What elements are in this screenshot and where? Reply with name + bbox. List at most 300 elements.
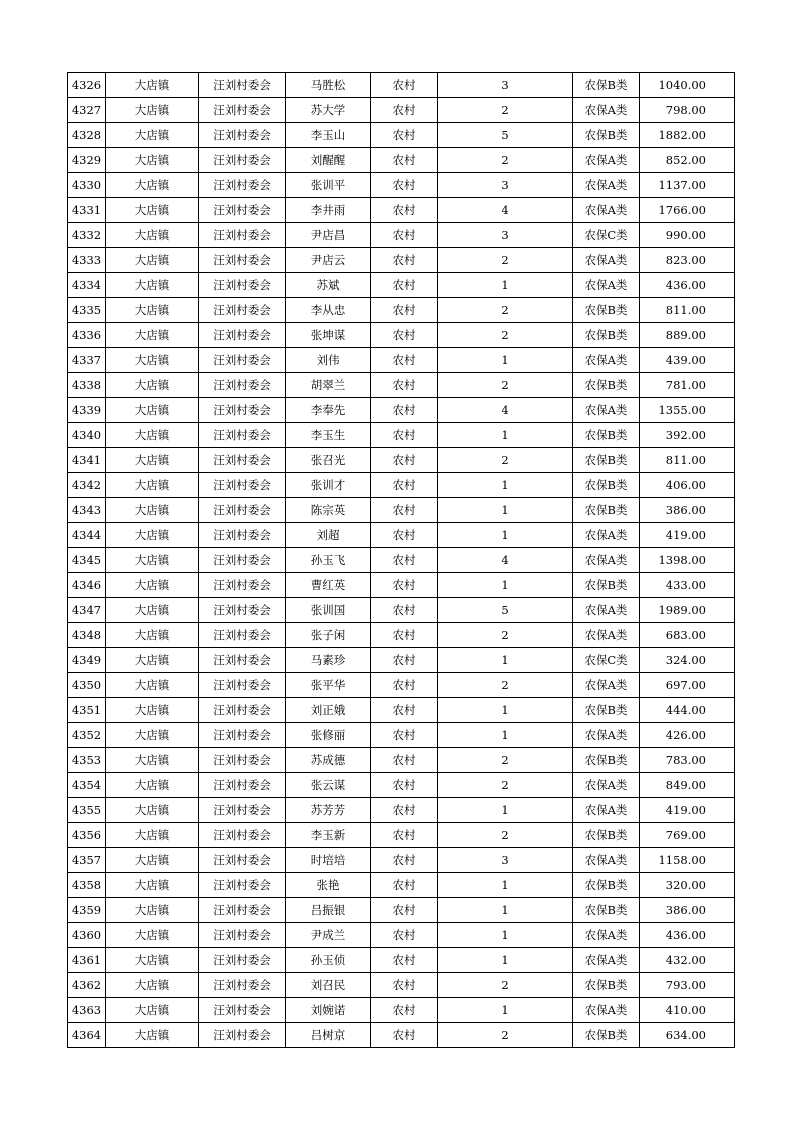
town-cell: 大店镇 (106, 673, 199, 698)
amount-cell: 386.00 (640, 898, 735, 923)
household-count-cell: 1 (438, 798, 573, 823)
name-cell: 张召光 (286, 448, 371, 473)
row-number: 4335 (68, 298, 106, 323)
row-number: 4337 (68, 348, 106, 373)
amount-cell: 683.00 (640, 623, 735, 648)
table-row (68, 373, 735, 398)
name-cell: 曹红英 (286, 573, 371, 598)
row-number: 4354 (68, 773, 106, 798)
village-committee-cell: 汪刘村委会 (199, 373, 286, 398)
row-number: 4340 (68, 423, 106, 448)
table-row (68, 973, 735, 998)
village-committee-cell: 汪刘村委会 (199, 1023, 286, 1048)
village-committee-cell: 汪刘村委会 (199, 823, 286, 848)
name-cell: 吕树京 (286, 1023, 371, 1048)
name-cell: 张训才 (286, 473, 371, 498)
row-number: 4353 (68, 748, 106, 773)
area-type-cell: 农村 (371, 598, 438, 623)
village-committee-cell: 汪刘村委会 (199, 848, 286, 873)
village-committee-cell: 汪刘村委会 (199, 223, 286, 248)
household-count-cell: 1 (438, 423, 573, 448)
town-cell: 大店镇 (106, 748, 199, 773)
area-type-cell: 农村 (371, 698, 438, 723)
insurance-class-cell: 农保A类 (573, 148, 640, 173)
row-number: 4360 (68, 923, 106, 948)
row-number: 4327 (68, 98, 106, 123)
town-cell: 大店镇 (106, 448, 199, 473)
insurance-class-cell: 农保A类 (573, 848, 640, 873)
area-type-cell: 农村 (371, 648, 438, 673)
name-cell: 张训平 (286, 173, 371, 198)
area-type-cell: 农村 (371, 498, 438, 523)
town-cell: 大店镇 (106, 873, 199, 898)
area-type-cell: 农村 (371, 398, 438, 423)
village-committee-cell: 汪刘村委会 (199, 98, 286, 123)
amount-cell: 1882.00 (640, 123, 735, 148)
row-number: 4339 (68, 398, 106, 423)
area-type-cell: 农村 (371, 473, 438, 498)
name-cell: 时培培 (286, 848, 371, 873)
row-number: 4329 (68, 148, 106, 173)
table-row (68, 598, 735, 623)
name-cell: 李玉新 (286, 823, 371, 848)
village-committee-cell: 汪刘村委会 (199, 873, 286, 898)
household-count-cell: 1 (438, 273, 573, 298)
town-cell: 大店镇 (106, 798, 199, 823)
row-number: 4336 (68, 323, 106, 348)
household-count-cell: 1 (438, 873, 573, 898)
town-cell: 大店镇 (106, 198, 199, 223)
amount-cell: 419.00 (640, 798, 735, 823)
area-type-cell: 农村 (371, 573, 438, 598)
table-row (68, 473, 735, 498)
row-number: 4345 (68, 548, 106, 573)
town-cell: 大店镇 (106, 973, 199, 998)
village-committee-cell: 汪刘村委会 (199, 473, 286, 498)
insurance-class-cell: 农保B类 (573, 73, 640, 98)
town-cell: 大店镇 (106, 623, 199, 648)
name-cell: 胡翠兰 (286, 373, 371, 398)
insurance-class-cell: 农保B类 (573, 823, 640, 848)
area-type-cell: 农村 (371, 173, 438, 198)
village-committee-cell: 汪刘村委会 (199, 623, 286, 648)
area-type-cell: 农村 (371, 373, 438, 398)
household-count-cell: 1 (438, 648, 573, 673)
area-type-cell: 农村 (371, 348, 438, 373)
household-count-cell: 1 (438, 348, 573, 373)
area-type-cell: 农村 (371, 273, 438, 298)
name-cell: 张修丽 (286, 723, 371, 748)
row-number: 4346 (68, 573, 106, 598)
village-committee-cell: 汪刘村委会 (199, 573, 286, 598)
household-count-cell: 5 (438, 598, 573, 623)
town-cell: 大店镇 (106, 223, 199, 248)
name-cell: 马素珍 (286, 648, 371, 673)
town-cell: 大店镇 (106, 373, 199, 398)
amount-cell: 697.00 (640, 673, 735, 698)
row-number: 4362 (68, 973, 106, 998)
name-cell: 尹店昌 (286, 223, 371, 248)
amount-cell: 439.00 (640, 348, 735, 373)
insurance-class-cell: 农保A类 (573, 198, 640, 223)
area-type-cell: 农村 (371, 923, 438, 948)
table-row (68, 448, 735, 473)
amount-cell: 406.00 (640, 473, 735, 498)
table-row (68, 823, 735, 848)
area-type-cell: 农村 (371, 98, 438, 123)
row-number: 4328 (68, 123, 106, 148)
town-cell: 大店镇 (106, 98, 199, 123)
amount-cell: 811.00 (640, 448, 735, 473)
household-count-cell: 2 (438, 298, 573, 323)
area-type-cell: 农村 (371, 423, 438, 448)
table-row (68, 748, 735, 773)
name-cell: 张艳 (286, 873, 371, 898)
insurance-class-cell: 农保A类 (573, 598, 640, 623)
row-number: 4350 (68, 673, 106, 698)
household-count-cell: 2 (438, 448, 573, 473)
village-committee-cell: 汪刘村委会 (199, 948, 286, 973)
insurance-class-cell: 农保A类 (573, 998, 640, 1023)
amount-cell: 823.00 (640, 248, 735, 273)
insurance-class-cell: 农保B类 (573, 123, 640, 148)
row-number: 4351 (68, 698, 106, 723)
row-number: 4341 (68, 448, 106, 473)
area-type-cell: 农村 (371, 823, 438, 848)
village-committee-cell: 汪刘村委会 (199, 173, 286, 198)
insurance-class-cell: 农保A类 (573, 398, 640, 423)
table-row (68, 548, 735, 573)
table-row (68, 98, 735, 123)
village-committee-cell: 汪刘村委会 (199, 748, 286, 773)
amount-cell: 1137.00 (640, 173, 735, 198)
row-number: 4333 (68, 248, 106, 273)
village-committee-cell: 汪刘村委会 (199, 898, 286, 923)
village-committee-cell: 汪刘村委会 (199, 73, 286, 98)
insurance-class-cell: 农保A类 (573, 348, 640, 373)
household-count-cell: 2 (438, 1023, 573, 1048)
name-cell: 刘召民 (286, 973, 371, 998)
table-row (68, 423, 735, 448)
table-row (68, 673, 735, 698)
insurance-class-cell: 农保B类 (573, 323, 640, 348)
household-count-cell: 2 (438, 248, 573, 273)
name-cell: 李奉先 (286, 398, 371, 423)
row-number: 4344 (68, 523, 106, 548)
area-type-cell: 农村 (371, 723, 438, 748)
amount-cell: 990.00 (640, 223, 735, 248)
household-count-cell: 2 (438, 773, 573, 798)
amount-cell: 444.00 (640, 698, 735, 723)
table-row (68, 173, 735, 198)
row-number: 4343 (68, 498, 106, 523)
town-cell: 大店镇 (106, 398, 199, 423)
insurance-class-cell: 农保A类 (573, 723, 640, 748)
household-count-cell: 4 (438, 548, 573, 573)
amount-cell: 852.00 (640, 148, 735, 173)
town-cell: 大店镇 (106, 1023, 199, 1048)
village-committee-cell: 汪刘村委会 (199, 673, 286, 698)
area-type-cell: 农村 (371, 1023, 438, 1048)
insurance-class-cell: 农保A类 (573, 623, 640, 648)
table-body (68, 73, 735, 1048)
table-row (68, 773, 735, 798)
amount-cell: 634.00 (640, 1023, 735, 1048)
name-cell: 马胜松 (286, 73, 371, 98)
amount-cell: 1040.00 (640, 73, 735, 98)
table-row (68, 998, 735, 1023)
table-row (68, 73, 735, 98)
row-number: 4334 (68, 273, 106, 298)
amount-cell: 849.00 (640, 773, 735, 798)
village-committee-cell: 汪刘村委会 (199, 148, 286, 173)
name-cell: 苏斌 (286, 273, 371, 298)
household-count-cell: 5 (438, 123, 573, 148)
amount-cell: 1989.00 (640, 598, 735, 623)
insurance-class-cell: 农保B类 (573, 898, 640, 923)
name-cell: 苏大学 (286, 98, 371, 123)
table-row (68, 648, 735, 673)
town-cell: 大店镇 (106, 73, 199, 98)
table-row (68, 398, 735, 423)
area-type-cell: 农村 (371, 948, 438, 973)
row-number: 4330 (68, 173, 106, 198)
insurance-class-cell: 农保A类 (573, 773, 640, 798)
name-cell: 孙玉侦 (286, 948, 371, 973)
table-row (68, 573, 735, 598)
insurance-class-cell: 农保A类 (573, 798, 640, 823)
row-number: 4331 (68, 198, 106, 223)
town-cell: 大店镇 (106, 998, 199, 1023)
town-cell: 大店镇 (106, 248, 199, 273)
household-count-cell: 4 (438, 198, 573, 223)
town-cell: 大店镇 (106, 498, 199, 523)
amount-cell: 320.00 (640, 873, 735, 898)
area-type-cell: 农村 (371, 673, 438, 698)
row-number: 4358 (68, 873, 106, 898)
town-cell: 大店镇 (106, 898, 199, 923)
village-committee-cell: 汪刘村委会 (199, 423, 286, 448)
village-committee-cell: 汪刘村委会 (199, 273, 286, 298)
household-count-cell: 2 (438, 623, 573, 648)
household-count-cell: 3 (438, 848, 573, 873)
amount-cell: 436.00 (640, 273, 735, 298)
area-type-cell: 农村 (371, 123, 438, 148)
amount-cell: 1158.00 (640, 848, 735, 873)
household-count-cell: 1 (438, 998, 573, 1023)
village-committee-cell: 汪刘村委会 (199, 123, 286, 148)
area-type-cell: 农村 (371, 248, 438, 273)
town-cell: 大店镇 (106, 273, 199, 298)
amount-cell: 783.00 (640, 748, 735, 773)
row-number: 4357 (68, 848, 106, 873)
insurance-class-cell: 农保B类 (573, 473, 640, 498)
table-row (68, 723, 735, 748)
amount-cell: 432.00 (640, 948, 735, 973)
area-type-cell: 农村 (371, 448, 438, 473)
table-row (68, 698, 735, 723)
household-count-cell: 4 (438, 398, 573, 423)
amount-cell: 324.00 (640, 648, 735, 673)
name-cell: 张坤谋 (286, 323, 371, 348)
village-committee-cell: 汪刘村委会 (199, 973, 286, 998)
insurance-class-cell: 农保B类 (573, 573, 640, 598)
insurance-class-cell: 农保B类 (573, 873, 640, 898)
name-cell: 张子闲 (286, 623, 371, 648)
insurance-class-cell: 农保A类 (573, 923, 640, 948)
amount-cell: 798.00 (640, 98, 735, 123)
area-type-cell: 农村 (371, 798, 438, 823)
row-number: 4348 (68, 623, 106, 648)
household-count-cell: 2 (438, 823, 573, 848)
row-number: 4361 (68, 948, 106, 973)
household-count-cell: 1 (438, 898, 573, 923)
household-count-cell: 2 (438, 373, 573, 398)
name-cell: 苏成德 (286, 748, 371, 773)
name-cell: 张训国 (286, 598, 371, 623)
amount-cell: 1355.00 (640, 398, 735, 423)
table-row (68, 223, 735, 248)
table-row (68, 798, 735, 823)
row-number: 4326 (68, 73, 106, 98)
village-committee-cell: 汪刘村委会 (199, 198, 286, 223)
village-committee-cell: 汪刘村委会 (199, 298, 286, 323)
name-cell: 张云谋 (286, 773, 371, 798)
insurance-class-cell: 农保A类 (573, 523, 640, 548)
insurance-class-cell: 农保B类 (573, 498, 640, 523)
amount-cell: 1398.00 (640, 548, 735, 573)
insurance-class-cell: 农保B类 (573, 698, 640, 723)
amount-cell: 426.00 (640, 723, 735, 748)
row-number: 4352 (68, 723, 106, 748)
town-cell: 大店镇 (106, 598, 199, 623)
area-type-cell: 农村 (371, 523, 438, 548)
household-count-cell: 2 (438, 673, 573, 698)
town-cell: 大店镇 (106, 323, 199, 348)
name-cell: 李从忠 (286, 298, 371, 323)
table-row (68, 298, 735, 323)
table-row (68, 848, 735, 873)
amount-cell: 386.00 (640, 498, 735, 523)
village-committee-cell: 汪刘村委会 (199, 998, 286, 1023)
table-row (68, 623, 735, 648)
row-number: 4355 (68, 798, 106, 823)
table-row (68, 523, 735, 548)
area-type-cell: 农村 (371, 298, 438, 323)
table-row (68, 123, 735, 148)
village-committee-cell: 汪刘村委会 (199, 323, 286, 348)
insurance-class-cell: 农保B类 (573, 423, 640, 448)
amount-cell: 392.00 (640, 423, 735, 448)
amount-cell: 889.00 (640, 323, 735, 348)
amount-cell: 769.00 (640, 823, 735, 848)
town-cell: 大店镇 (106, 173, 199, 198)
village-committee-cell: 汪刘村委会 (199, 398, 286, 423)
area-type-cell: 农村 (371, 773, 438, 798)
village-committee-cell: 汪刘村委会 (199, 773, 286, 798)
town-cell: 大店镇 (106, 773, 199, 798)
row-number: 4338 (68, 373, 106, 398)
village-committee-cell: 汪刘村委会 (199, 548, 286, 573)
town-cell: 大店镇 (106, 948, 199, 973)
area-type-cell: 农村 (371, 198, 438, 223)
insurance-class-cell: 农保A类 (573, 173, 640, 198)
household-count-cell: 2 (438, 148, 573, 173)
insurance-class-cell: 农保A类 (573, 248, 640, 273)
village-committee-cell: 汪刘村委会 (199, 598, 286, 623)
household-count-cell: 2 (438, 323, 573, 348)
amount-cell: 436.00 (640, 923, 735, 948)
town-cell: 大店镇 (106, 523, 199, 548)
town-cell: 大店镇 (106, 723, 199, 748)
area-type-cell: 农村 (371, 873, 438, 898)
table-row (68, 948, 735, 973)
town-cell: 大店镇 (106, 298, 199, 323)
name-cell: 李井雨 (286, 198, 371, 223)
row-number: 4356 (68, 823, 106, 848)
household-count-cell: 2 (438, 748, 573, 773)
village-committee-cell: 汪刘村委会 (199, 523, 286, 548)
table-row (68, 323, 735, 348)
village-committee-cell: 汪刘村委会 (199, 498, 286, 523)
insurance-class-cell: 农保B类 (573, 373, 640, 398)
household-count-cell: 2 (438, 973, 573, 998)
insurance-class-cell: 农保C类 (573, 223, 640, 248)
area-type-cell: 农村 (371, 898, 438, 923)
row-number: 4363 (68, 998, 106, 1023)
area-type-cell: 农村 (371, 623, 438, 648)
row-number: 4364 (68, 1023, 106, 1048)
village-committee-cell: 汪刘村委会 (199, 248, 286, 273)
household-count-cell: 3 (438, 223, 573, 248)
town-cell: 大店镇 (106, 848, 199, 873)
amount-cell: 793.00 (640, 973, 735, 998)
town-cell: 大店镇 (106, 573, 199, 598)
area-type-cell: 农村 (371, 73, 438, 98)
area-type-cell: 农村 (371, 148, 438, 173)
household-count-cell: 2 (438, 98, 573, 123)
area-type-cell: 农村 (371, 323, 438, 348)
town-cell: 大店镇 (106, 698, 199, 723)
household-count-cell: 1 (438, 698, 573, 723)
insurance-class-cell: 农保B类 (573, 298, 640, 323)
table-row (68, 923, 735, 948)
name-cell: 李玉生 (286, 423, 371, 448)
town-cell: 大店镇 (106, 423, 199, 448)
table-row (68, 273, 735, 298)
town-cell: 大店镇 (106, 148, 199, 173)
insurance-class-cell: 农保C类 (573, 648, 640, 673)
household-count-cell: 1 (438, 573, 573, 598)
town-cell: 大店镇 (106, 548, 199, 573)
household-count-cell: 1 (438, 473, 573, 498)
household-count-cell: 1 (438, 498, 573, 523)
insurance-class-cell: 农保A类 (573, 948, 640, 973)
area-type-cell: 农村 (371, 973, 438, 998)
insurance-class-cell: 农保B类 (573, 748, 640, 773)
village-committee-cell: 汪刘村委会 (199, 448, 286, 473)
village-committee-cell: 汪刘村委会 (199, 648, 286, 673)
insurance-class-cell: 农保B类 (573, 973, 640, 998)
amount-cell: 410.00 (640, 998, 735, 1023)
name-cell: 刘超 (286, 523, 371, 548)
household-count-cell: 1 (438, 948, 573, 973)
row-number: 4332 (68, 223, 106, 248)
area-type-cell: 农村 (371, 548, 438, 573)
name-cell: 尹成兰 (286, 923, 371, 948)
insurance-class-cell: 农保A类 (573, 548, 640, 573)
name-cell: 李玉山 (286, 123, 371, 148)
